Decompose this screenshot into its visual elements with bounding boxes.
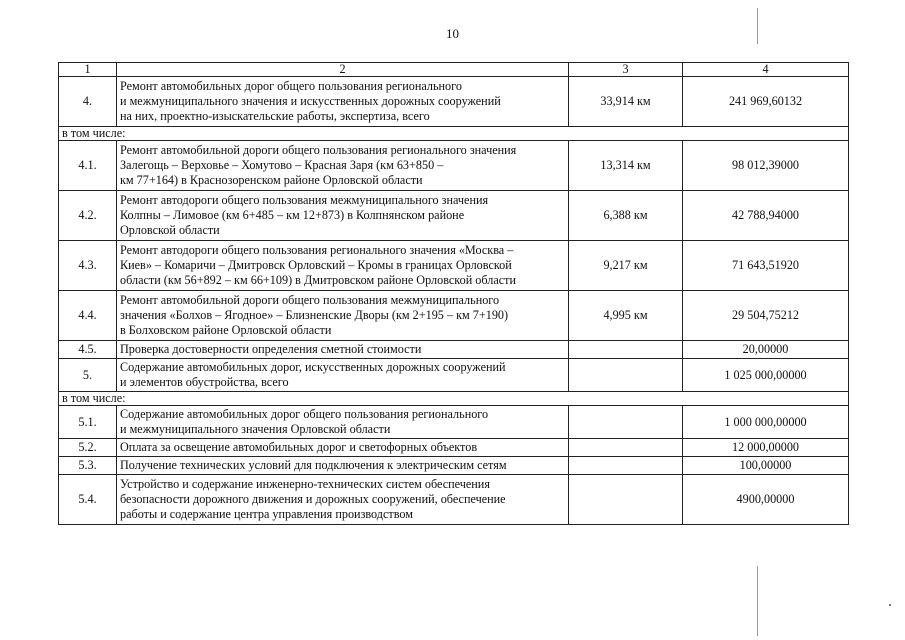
row-description [117, 359, 569, 392]
row-amount: 241 969,60132 [683, 77, 849, 127]
row-amount: 20,00000 [683, 341, 849, 359]
row-amount: 100,00000 [683, 457, 849, 475]
table-header-row [59, 63, 849, 77]
description-line: Киев» – Комаричи – Дмитровск Орловский – Кромы в границах Орловской [120, 258, 512, 272]
description-line: Проверка достоверности определения сметной стоимости [120, 342, 422, 356]
scan-artifact-line-top [757, 8, 758, 44]
row-number: 5. [59, 359, 117, 392]
row-amount: 29 504,75212 [683, 291, 849, 341]
row-number: 5.4. [59, 475, 117, 525]
row-amount: 1 025 000,00000 [683, 359, 849, 392]
page-number: 10 [446, 26, 459, 41]
row-amount: 4900,00000 [683, 475, 849, 525]
description-line: и межмуниципального значения и искусственных дорожных сооружений [120, 94, 501, 108]
table-row [59, 77, 849, 127]
row-amount: 71 643,51920 [683, 241, 849, 291]
description-line: Содержание автомобильных дорог общего пользования регионального [120, 407, 489, 421]
table-subheading-row [59, 392, 849, 406]
description-line: и межмуниципального значения Орловской области [120, 422, 391, 436]
budget-table [58, 62, 849, 525]
description-line: км 77+164) в Краснозоренском районе Орловской области [120, 173, 423, 187]
description-line: значения «Болхов – Ягодное» – Близненские Дворы (км 2+195 – км 7+190) [120, 308, 509, 322]
row-quantity [569, 406, 683, 439]
row-amount: 12 000,00000 [683, 439, 849, 457]
description-line: на них, проектно-изыскательские работы, экспертиза, всего [120, 109, 430, 123]
row-quantity [569, 359, 683, 392]
description-line: и элементов обустройства, всего [120, 375, 289, 389]
row-quantity: 9,217 км [569, 241, 683, 291]
row-number: 4.3. [59, 241, 117, 291]
row-description [117, 457, 569, 475]
description-line: безопасности дорожного движения и дорожных сооружений, обеспечение [120, 492, 506, 506]
row-quantity [569, 475, 683, 525]
description-line: Устройство и содержание инженерно-технических систем обеспечения [120, 477, 490, 491]
row-description [117, 77, 569, 127]
row-number: 5.3. [59, 457, 117, 475]
row-quantity [569, 439, 683, 457]
row-amount: 98 012,39000 [683, 141, 849, 191]
row-number: 4.2. [59, 191, 117, 241]
subheading-text: в том числе: [59, 392, 849, 406]
row-number: 4. [59, 77, 117, 127]
description-line: Орловской области [120, 223, 220, 237]
row-quantity: 6,388 км [569, 191, 683, 241]
row-quantity: 33,914 км [569, 77, 683, 127]
description-line: Получение технических условий для подключения к электрическим сетям [120, 458, 507, 472]
table-row [59, 241, 849, 291]
description-line: области (км 56+892 – км 66+109) в Дмитровском районе Орловской области [120, 273, 517, 287]
row-number: 4.5. [59, 341, 117, 359]
table-row [59, 291, 849, 341]
scan-artifact-line-bottom [757, 566, 758, 636]
table-row [59, 341, 849, 359]
table-subheading-row [59, 127, 849, 141]
description-line: в Болховском районе Орловской области [120, 323, 332, 337]
header-cell-4: 4 [683, 63, 849, 77]
description-line: Ремонт автодороги общего пользования регионального значения «Москва – [120, 243, 514, 257]
description-line: Залегощь – Верховье – Хомутово – Красная Заря (км 63+850 – [120, 158, 444, 172]
description-line: работы и содержание центра управления производством [120, 507, 413, 521]
table-row [59, 141, 849, 191]
description-line: Ремонт автомобильных дорог общего пользования регионального [120, 79, 462, 93]
row-description [117, 291, 569, 341]
header-cell-1: 1 [59, 63, 117, 77]
table-row [59, 475, 849, 525]
row-description [117, 241, 569, 291]
subheading-text: в том числе: [59, 127, 849, 141]
scan-artifact-dot [889, 604, 891, 606]
row-quantity [569, 341, 683, 359]
description-line: Содержание автомобильных дорог, искусственных дорожных сооружений [120, 360, 506, 374]
table-row [59, 439, 849, 457]
row-quantity: 13,314 км [569, 141, 683, 191]
row-description [117, 141, 569, 191]
table-row [59, 457, 849, 475]
row-description [117, 439, 569, 457]
budget-table-body [59, 63, 849, 525]
description-line: Ремонт автомобильной дороги общего пользования межмуниципального [120, 293, 500, 307]
row-number: 5.1. [59, 406, 117, 439]
header-cell-3: 3 [569, 63, 683, 77]
row-quantity [569, 457, 683, 475]
description-line: Ремонт автомобильной дороги общего пользования регионального значения [120, 143, 517, 157]
description-line: Оплата за освещение автомобильных дорог и светофорных объектов [120, 440, 478, 454]
row-amount: 1 000 000,00000 [683, 406, 849, 439]
row-description [117, 475, 569, 525]
row-quantity: 4,995 км [569, 291, 683, 341]
row-description [117, 406, 569, 439]
row-description [117, 341, 569, 359]
description-line: Ремонт автодороги общего пользования межмуниципального значения [120, 193, 489, 207]
row-amount: 42 788,94000 [683, 191, 849, 241]
table-row [59, 191, 849, 241]
row-number: 4.1. [59, 141, 117, 191]
table-row [59, 359, 849, 392]
description-line: Колпны – Лимовое (км 6+485 – км 12+873) в Колпнянском районе [120, 208, 465, 222]
row-description [117, 191, 569, 241]
header-cell-2: 2 [117, 63, 569, 77]
table-row [59, 406, 849, 439]
row-number: 5.2. [59, 439, 117, 457]
row-number: 4.4. [59, 291, 117, 341]
